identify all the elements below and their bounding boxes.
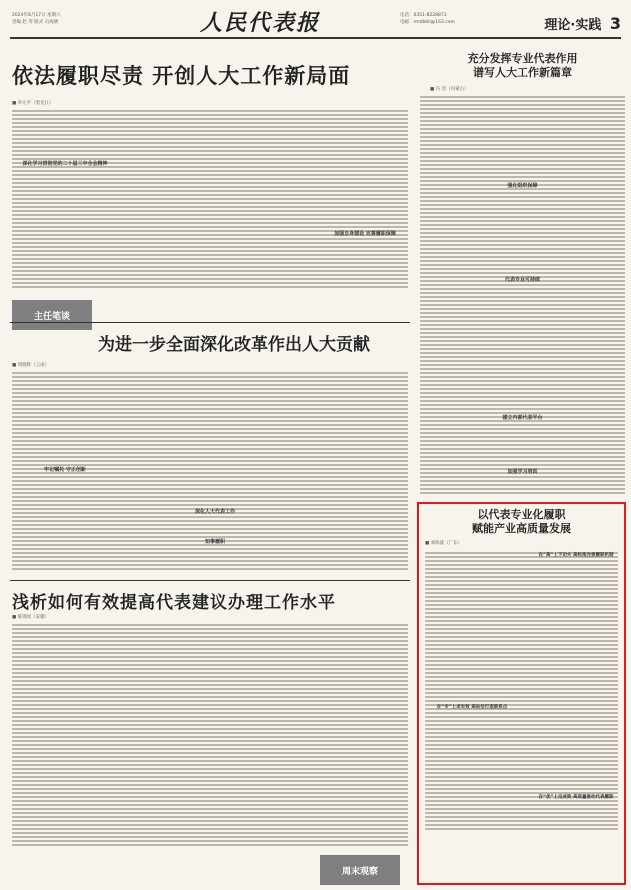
highlight-title-line2: 赋能产业高质量发展	[472, 522, 571, 535]
third-headline: 浅析如何有效提高代表建议办理工作水平	[12, 593, 336, 613]
right-top-subhead-4: 加强学习培训	[507, 469, 538, 475]
highlight-author: ■ 刘海波（广东）	[425, 541, 463, 546]
second-headline: 为进一步全面深化改革作出人大贡献	[98, 335, 370, 355]
right-top-title-line1: 充分发挥专业代表作用	[467, 52, 578, 65]
main-article-body	[12, 108, 408, 298]
highlight-subhead-2: 在“专”上求实效 高站位打造联系点	[436, 705, 508, 710]
phone-line: 电话：0351-8228873	[400, 13, 447, 18]
date-line: 2024年8月17日 星期六	[12, 13, 61, 18]
email-line: 电邮：rmdbbll@163.com	[400, 20, 455, 25]
third-author: ■ 陈锦瑶（安徽）	[12, 615, 50, 620]
second-subhead-1: 牢记嘱托 守正创新	[44, 467, 86, 473]
main-subhead-1: 深化学习贯彻党的二十届三中全会精神	[22, 161, 108, 167]
main-headline: 依法履职尽责 开创人大工作新局面	[12, 63, 351, 88]
highlight-title-line1: 以代表专业化履职	[477, 508, 566, 521]
second-subhead-2: 深化人大代表工作	[194, 509, 235, 515]
right-top-subhead-2: 代表专业可持续	[504, 277, 540, 283]
editor-line: 责编 赵 琴 版式 石海鸥	[12, 20, 59, 25]
divider-1	[10, 322, 410, 323]
right-top-author: ■ 冯 浩（内蒙古）	[430, 87, 469, 92]
highlight-subhead-1: 在“高”上下功夫 高标准完善履职机制	[538, 553, 614, 558]
main-subhead-2: 加强自身建设 完善履职保障	[334, 231, 396, 237]
page-number: 3	[609, 14, 621, 33]
column-logo-director: 主任笔谈	[12, 300, 92, 330]
divider-2	[10, 580, 410, 581]
highlighted-article	[417, 502, 626, 885]
second-subhead-3: 知事履职	[204, 539, 225, 545]
main-author: ■ 李元平（黑龙江）	[12, 101, 54, 106]
right-top-subhead-3: 建立内部代表平台	[502, 415, 543, 421]
section-badge	[544, 14, 621, 33]
right-top-subhead-1: 强化组织保障	[507, 183, 538, 189]
header-rule	[10, 37, 621, 39]
right-top-title	[420, 52, 625, 80]
column-logo-weekend: 周末观察	[320, 855, 400, 885]
masthead: 人民代表报	[200, 10, 321, 36]
section-name: 理论·实践	[544, 18, 602, 33]
right-top-title-line2: 谱写人大工作新篇章	[473, 66, 572, 79]
second-author: ■ 周晓辉（云南）	[12, 363, 50, 368]
right-top-body	[420, 94, 625, 494]
highlight-subhead-3: 在“优”上见成效 高质量推动代表履职	[538, 795, 614, 800]
third-article-body	[12, 622, 408, 852]
